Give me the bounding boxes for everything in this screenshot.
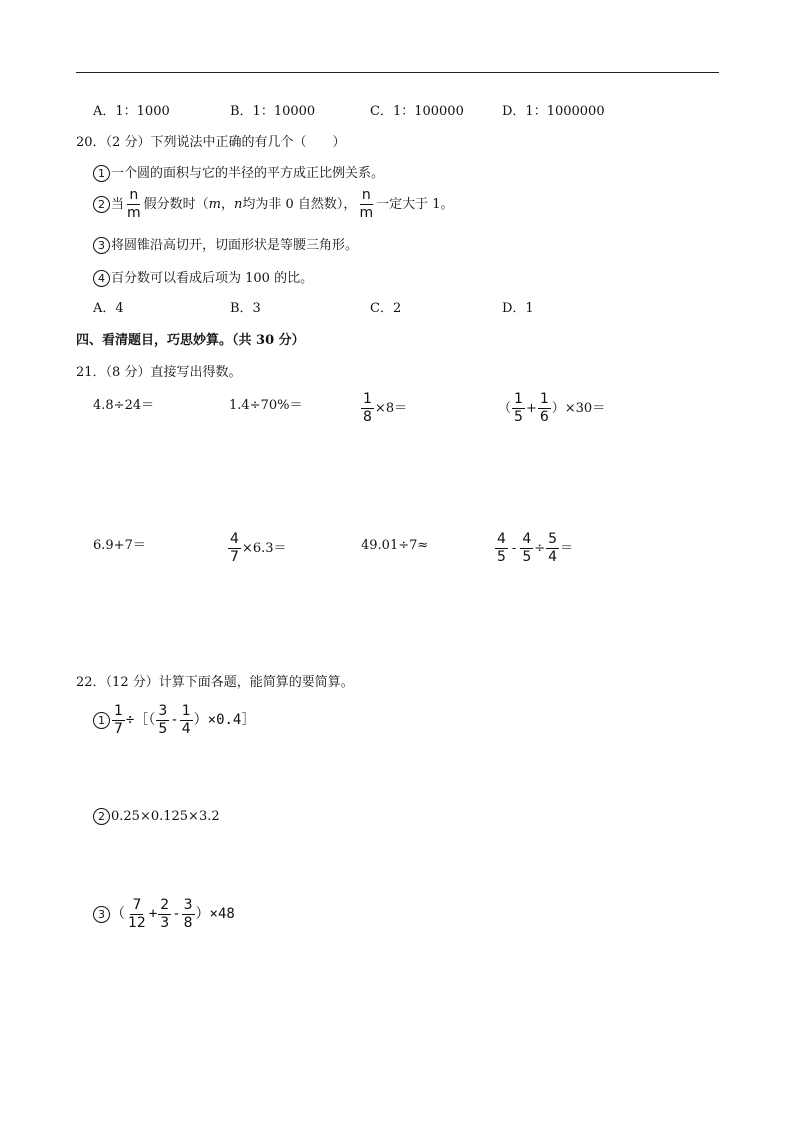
q21-expr-4: （ $\frac{1}{5}$ + $\frac{1}{6}$ ）×30＝ (498, 391, 606, 425)
header-rule (76, 72, 719, 73)
q22-calc-3: 3 （ $\frac{7}{12}$ + $\frac{2}{3}$ - $\frac{3}{8}$ ）×48 (93, 898, 235, 930)
q22-stem: 22．（12 分）计算下面各题，能简算的要简算。 (76, 675, 354, 690)
q21-stem: 21．（8 分）直接写出得数。 (76, 365, 242, 380)
q19-option-b: B．1：10000 (230, 104, 316, 119)
q19-option-d: D．1：1000000 (502, 104, 605, 119)
q21-expr-1: 4.8÷24＝ (93, 398, 155, 413)
circled-number-3: 3 (93, 237, 110, 254)
q19-option-c: C．1：100000 (370, 104, 464, 119)
q20-statement-1: 1 一个圆的面积与它的半径的平方成正比例关系。 (93, 165, 384, 182)
q21-expr-5: 6.9+7＝ (93, 538, 146, 553)
q20-option-d: D．1 (502, 301, 534, 316)
fraction-n-over-m-2: $\frac{n}{m}$ (359, 187, 374, 221)
q21-expr-2: 1.4÷70%＝ (229, 398, 303, 413)
q19-option-a: A．1：1000 (93, 104, 170, 119)
q20-statement-4: 4 百分数可以看成后项为 100 的比。 (93, 270, 313, 287)
q20-statement-2: 2 当 $\frac{n}{m}$ 假分数时（ m ， n 均为非 0 自然数）， $\frac{n}{m}$ 一定大于 1。 (93, 188, 453, 220)
circled-number-2: 2 (93, 808, 110, 825)
q20-option-b: B．3 (230, 301, 261, 316)
circled-number-2: 2 (93, 196, 110, 213)
q22-calc-1: 1 $\frac{1}{7}$ ÷［（ $\frac{3}{5}$ - $\frac{1}{4}$ ）×0.4］ (93, 704, 255, 736)
section-4-title: 四、看清题目，巧思妙算。（共 30 分） (76, 333, 305, 348)
q22-calc-2: 2 0.25×0.125×3.2 (93, 808, 220, 825)
q20-stem: 20．（2 分）下列说法中正确的有几个（ ） (76, 135, 346, 150)
q20-option-c: C．2 (370, 301, 402, 316)
fraction-n-over-m: $\frac{n}{m}$ (127, 187, 141, 221)
q20-statement-3: 3 将圆锥沿高切开，切面形状是等腰三角形。 (93, 237, 358, 254)
circled-number-1: 1 (93, 165, 110, 182)
circled-number-1: 1 (93, 712, 110, 729)
q21-expr-8: $\frac{4}{5}$ - $\frac{4}{5}$ ÷ $\frac{5}{4}$ ＝ (497, 531, 574, 565)
circled-number-4: 4 (93, 270, 110, 287)
circled-number-3: 3 (93, 906, 110, 923)
q21-expr-6: $\frac{4}{7}$ ×6.3＝ (230, 531, 287, 565)
q21-expr-3: $\frac{1}{8}$ ×8＝ (363, 391, 408, 425)
q21-expr-7: 49.01÷7≈ (361, 538, 429, 553)
q20-option-a: A．4 (93, 301, 124, 316)
